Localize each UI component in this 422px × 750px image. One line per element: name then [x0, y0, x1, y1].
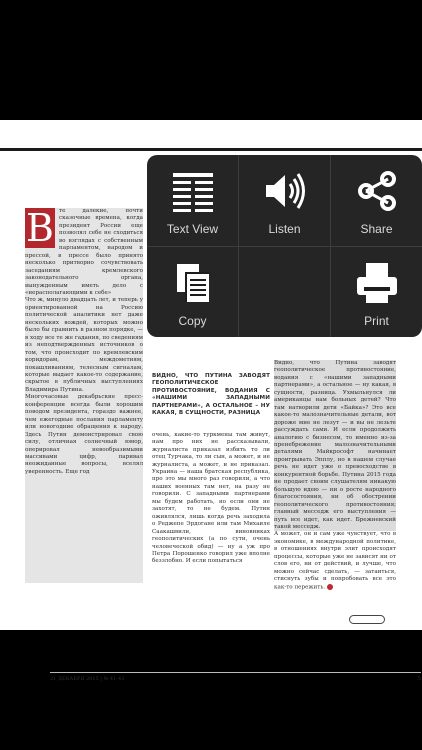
copy-button[interactable]	[147, 247, 238, 338]
share-icon	[355, 169, 399, 213]
print-button[interactable]	[331, 247, 422, 338]
text-view-button[interactable]	[147, 155, 238, 246]
article-column-1	[25, 208, 143, 583]
text-view-icon	[171, 169, 215, 213]
copy-label: Copy	[178, 314, 207, 328]
copy-icon	[171, 261, 215, 305]
end-mark-icon	[327, 584, 333, 590]
drop-cap: В	[26, 206, 54, 250]
speaker-icon	[263, 169, 307, 213]
pull-quote: ВИДНО, ЧТО ПУТИНА ЗАВОДЯТ ГЕОПОЛИТИЧЕСКОЕ ПРОТИВОСТОЯНИЕ, ВОДАНИЯ С «НАШИМИ ЗАПАДНЫМИ ПАРТНЕРАМИ», А ОСТАЛЬНОЕ – НУ КАКАЯ, В СУЩНОСТИ, РАЗНИЦА	[152, 373, 270, 417]
paragraph: Многочасовые декабрьские пресс-конференции всегда были хорошим поводом президента, гораздо важнее, чем ежегодные послания парламенту или новогодние обращения к народу. Здесь Путин демонстрировал свою силу, отличная солнечный юмор, оперировал невообразимыми массивами цифр, паривал неожиданные вопросы, вселял уверенность. Еще год	[25, 394, 143, 475]
page-footer	[50, 672, 421, 685]
issue-date: 21 ДЕКАБРЯ 2015 | № 41-43	[50, 676, 125, 682]
text-view-label: Text View	[166, 222, 219, 236]
paragraph: А может, он и сам уже чувствует, что в экономике, в международной политике, в отношениях внутри элит происходят процессы, которые уже не зависят ни от слов его, ни от действий, и лучше, что можно сейчас сделать, — затаиться, стиснуть зубы и попробовать все это как-то пережить.	[274, 531, 396, 591]
paragraph: Что ж, минуло двадцать лет, и теперь у ориентированной на Россию политической аналитики нет даже нескольких вождей, которых можно было бы сравнить в разном порядке, — в ходу все те же гадания, по сведениям из неподтвержденных источников о том, что происходит по кремлевским коридорам, междометиям, покашливаниям, телесным сигналам, которые выдает какое-то содержание, скрытое в публичных выступлениях Владимира Путина.	[25, 297, 143, 393]
selected-paragraph[interactable]: Видно, что Путина заводят геополитическое противостояние, водания с «нашими западными партнерами», а остальное — ну какая, в сущности, разница. Ухмыльнулся ли американцы нам больных детей? Что там натворили дети «Байка»? Это все какое-то малозначительные детали, вот дороже мне не лезут — и вы не лезьте рассуждать сами. И если продолжить аналогию с бизнесом, то именно из-за пренебрежение малозначительными деталями Майкрософт начинает проигрывать Эпплу, но в нашем случае речь не идет уже о превосходстве в конкурентной борьбе. Путина 2015 года не продает своим слушателям никакую большую идею — ни о росте народного благосостояния, ни об обострении геополитического противостояния; главный месседж его выступления — путь все идет, как идет. Брежневский такой месседж.	[274, 360, 396, 530]
share-button[interactable]	[331, 155, 422, 246]
header-rule	[0, 148, 422, 151]
print-label: Print	[364, 314, 389, 328]
page-number: 5	[417, 676, 421, 682]
paragraph: очень, какие-то туркмены там живут, нам про них не рассказывали, журналиста приказал избить то ли отец Турчака, то ли сын, а может, и не журналиста, а может, и не приказал. Украина — наша братская республика, про это мы много раз говорили, а что наших военных там нет, на разу не говорили. С западными партнерами мы будем работать, но если они не захотят, то не будем. Путин оживлялся, лишь когда речь заходила о Реджепе Эрдогане или там Михаиле Саакашвили, виновниках геополитических (а по сути, очень человеческой обид) — ну а уж про Петра Порошенко говорил уже вполне беззлобно. И если попытаться	[152, 431, 270, 565]
action-menu	[147, 155, 422, 337]
paragraph: те далекие, почти сказочные времена, когда президент России еще позволял себе не сходиться во взглядах с собственным парламентом, народом и прессой, в прессе было принято несколько притворно сочувствовать заседаниям кремлевского законодательного органа, вынужденным иметь дело с «нерасполагающими к себе»	[25, 208, 143, 296]
printer-icon	[355, 261, 399, 305]
resize-handle[interactable]	[349, 615, 385, 624]
listen-label: Listen	[268, 222, 301, 236]
share-label: Share	[360, 222, 393, 236]
listen-button[interactable]	[239, 155, 330, 246]
